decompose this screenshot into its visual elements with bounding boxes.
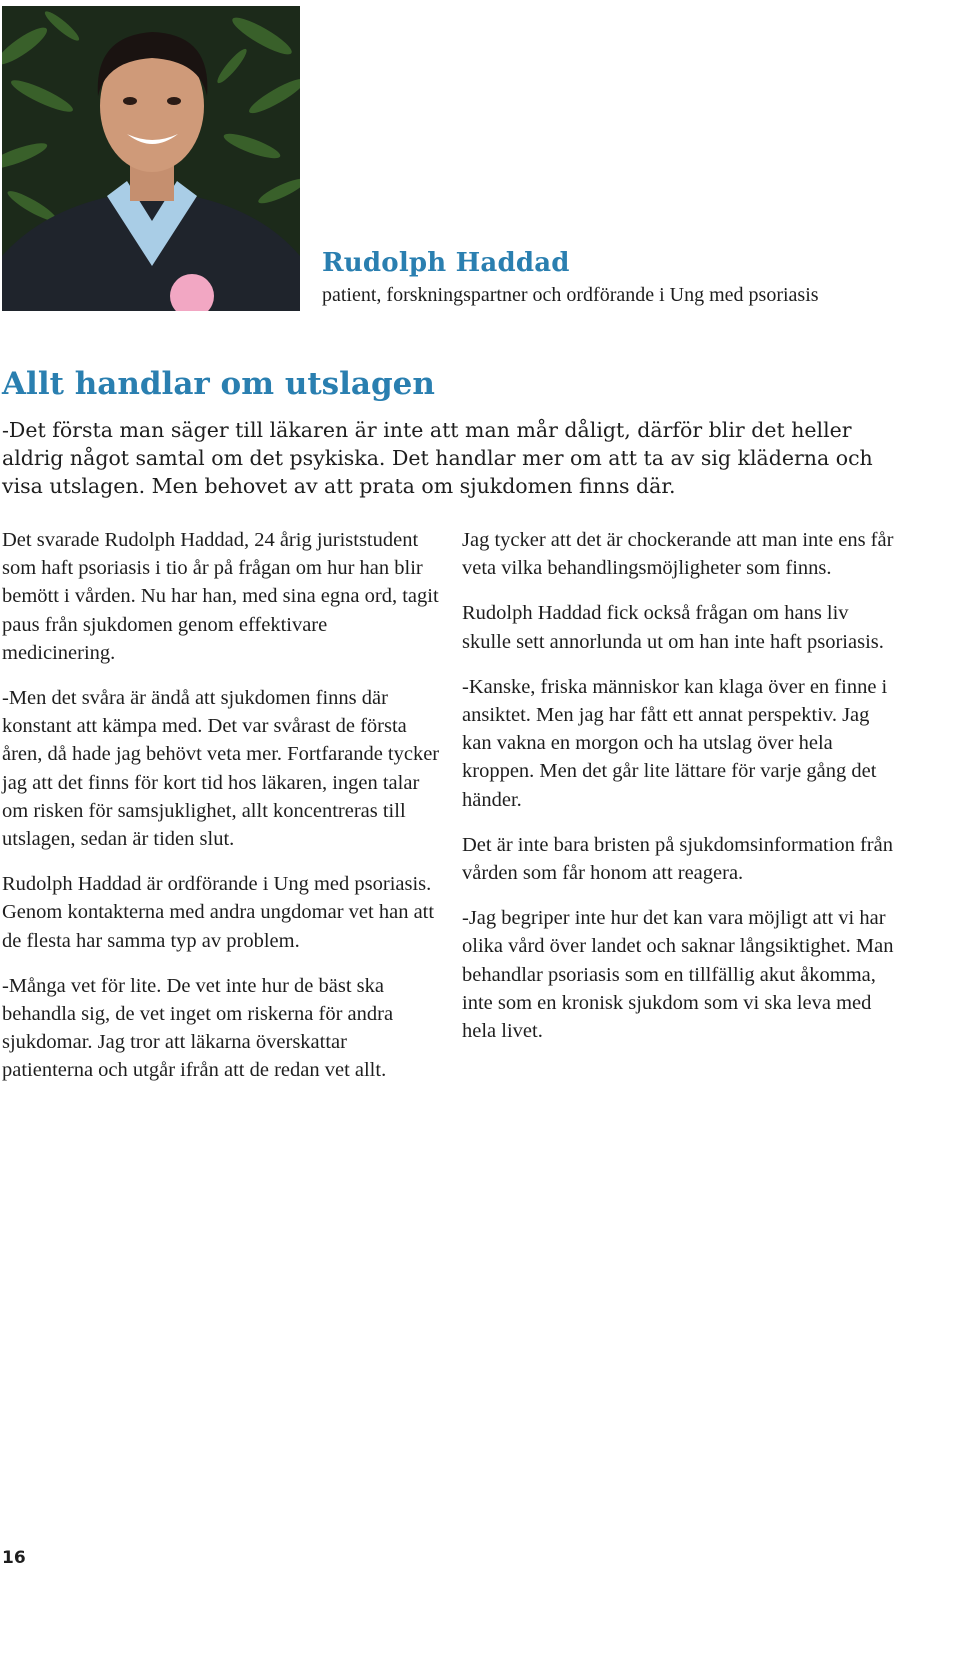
body-paragraph: Jag tycker att det är chockerande att man inte ens får veta vilka behandlingsmöjligheter som finns. [462,529,894,580]
article-headline: Allt handlar om utslagen [2,366,435,402]
left-column [2,526,442,1102]
page-number: 16 [2,1548,26,1568]
body-paragraph: Rudolph Haddad fick också frågan om hans liv skulle sett annorlunda ut om han inte haft psoriasis. [462,602,884,653]
body-paragraph: -Jag begriper inte hur det kan vara möjligt att vi har olika vård över landet och saknar långsiktighet. Man behandlar psoriasis som en tillfällig akut åkomma, inte som en kronisk sjukdom som vi ska leva med hela livet. [462,907,894,1043]
body-paragraph: Rudolph Haddad är ordförande i Ung med psoriasis. Genom kontakterna med andra ungdomar vet han att de flesta har samma typ av problem. [2,873,435,952]
portrait-illustration [2,6,300,311]
body-paragraph: -Många vet för lite. De vet inte hur de bäst ska behandla sig, de vet inget om riskerna för andra sjukdomar. Jag tror att läkarna överskattar patienterna och utgår ifrån att de redan vet allt. [2,974,394,1082]
right-column [462,526,902,1062]
body-paragraph: Det är inte bara bristen på sjukdomsinformation från vården som får honom att reagera. [462,833,893,885]
person-name: Rudolph Haddad [322,248,570,278]
article-ingress: -Det första man säger till läkaren är inte att man mår dåligt, därför blir det heller aldrig något samtal om det psykiska. Det handlar mer om att ta av sig kläderna och visa utslagen. Men behovet av att prata om sjukdomen finns där. [2,418,873,498]
body-paragraph: Det svarade Rudolph Haddad, 24 årig juriststudent som haft psoriasis i tio år på frågan om hur han blir bemött i vården. Nu har han, med sina egna ord, tagit paus från sjukdomen genom effektivare medicinering. [2,529,439,664]
body-paragraph: -Kanske, friska människor kan klaga över en finne i ansiktet. Men jag har fått ett annat perspektiv. Jag kan vakna en morgon och ha utslag över hela kroppen. Men det går lite lättare för varje gång det händer. [462,675,888,811]
person-role: patient, forskningspartner och ordförande i Ung med psoriasis [322,284,819,306]
body-paragraph: -Men det svåra är ändå att sjukdomen finns där konstant att kämpa med. Det var svårast de första åren, då hade jag behövt veta mer. Fortfarande tycker jag att det finns för kort tid hos läkaren, ingen talar om risken för samsjuklighet, allt koncentreras till utslagen, sedan är tiden slut. [2,687,440,851]
portrait-photo [2,6,300,311]
